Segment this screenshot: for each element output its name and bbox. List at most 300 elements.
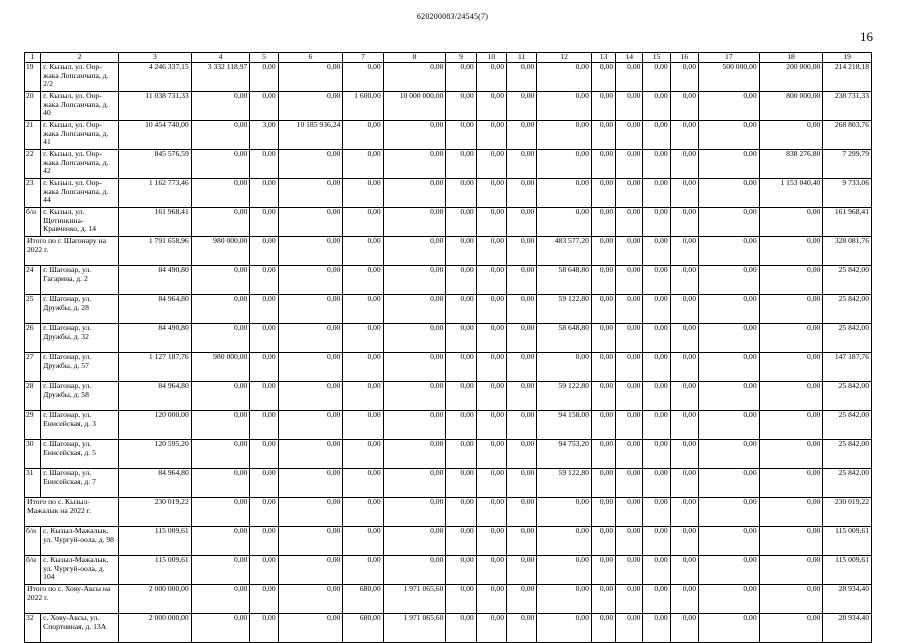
value-cell: 483 577,20 xyxy=(537,237,592,266)
value-cell: 0,00 xyxy=(591,353,615,382)
value-cell: 0,00 xyxy=(343,440,383,469)
value-cell: 0,00 xyxy=(278,295,343,324)
value-cell: 0,00 xyxy=(670,411,698,440)
value-cell: 0,00 xyxy=(616,179,643,208)
row-number: 24 xyxy=(25,266,41,295)
value-cell: 0,00 xyxy=(446,92,476,121)
value-cell: 0,00 xyxy=(250,353,278,382)
value-cell: 0,00 xyxy=(278,411,343,440)
value-cell: 0,00 xyxy=(343,469,383,498)
address-cell: г. Шагонар, ул. Дружбы, д. 58 xyxy=(41,382,119,411)
subtotal-label: Итого по с. Кызыл-Мажалык на 2022 г. xyxy=(25,498,119,527)
value-cell: 0,00 xyxy=(643,440,670,469)
value-cell: 0,00 xyxy=(670,440,698,469)
value-cell: 0,00 xyxy=(643,556,670,585)
value-cell: 0,00 xyxy=(670,266,698,295)
value-cell: 0,00 xyxy=(759,295,823,324)
value-cell: 1 127 187,76 xyxy=(118,353,191,382)
value-cell: 147 187,76 xyxy=(823,353,872,382)
value-cell: 0,00 xyxy=(759,237,823,266)
column-header: 15 xyxy=(643,53,670,63)
table-row xyxy=(25,324,872,353)
value-cell: 0,00 xyxy=(699,469,760,498)
value-cell: 115 009,61 xyxy=(823,556,872,585)
value-cell: 0,00 xyxy=(476,121,506,150)
value-cell: 0,00 xyxy=(191,469,250,498)
value-cell: 0,00 xyxy=(591,382,615,411)
address-cell: с. Кызыл-Мажалык, ул. Чургуй-оола, д. 98 xyxy=(41,527,119,556)
value-cell: 0,00 xyxy=(383,382,446,411)
value-cell: 0,00 xyxy=(383,556,446,585)
value-cell: 0,00 xyxy=(343,266,383,295)
value-cell: 0,00 xyxy=(507,556,537,585)
value-cell: 0,00 xyxy=(476,295,506,324)
value-cell: 0,00 xyxy=(591,614,615,643)
column-header: 4 xyxy=(191,53,250,63)
column-header: 18 xyxy=(759,53,823,63)
value-cell: 0,00 xyxy=(670,585,698,614)
value-cell: 2 000 000,00 xyxy=(118,585,191,614)
value-cell: 28 934,40 xyxy=(823,585,872,614)
value-cell: 0,00 xyxy=(383,469,446,498)
value-cell: 0,00 xyxy=(383,179,446,208)
value-cell: 0,00 xyxy=(616,614,643,643)
value-cell: 0,00 xyxy=(537,614,592,643)
address-cell: г. Шагонар, ул. Енисейская, д. 3 xyxy=(41,411,119,440)
subtotal-label: Итого по г. Шагонару на 2022 г. xyxy=(25,237,119,266)
value-cell: 0,00 xyxy=(343,208,383,237)
value-cell: 0,00 xyxy=(507,527,537,556)
value-cell: 0,00 xyxy=(759,527,823,556)
value-cell: 0,00 xyxy=(616,208,643,237)
table-row xyxy=(25,121,872,150)
address-cell: г. Кызыл, ул. Оор-жака Лопсанчапа, д. 41 xyxy=(41,121,119,150)
value-cell: 0,00 xyxy=(191,382,250,411)
value-cell: 0,00 xyxy=(191,208,250,237)
value-cell: 0,00 xyxy=(191,266,250,295)
value-cell: 0,00 xyxy=(278,556,343,585)
value-cell: 0,00 xyxy=(537,585,592,614)
value-cell: 0,00 xyxy=(643,92,670,121)
value-cell: 25 842,00 xyxy=(823,469,872,498)
value-cell: 0,00 xyxy=(250,585,278,614)
row-number: 22 xyxy=(25,150,41,179)
value-cell: 0,00 xyxy=(643,498,670,527)
column-header: 19 xyxy=(823,53,872,63)
value-cell: 0,00 xyxy=(616,237,643,266)
table-row xyxy=(25,63,872,92)
value-cell: 0,00 xyxy=(191,411,250,440)
table-row xyxy=(25,382,872,411)
value-cell: 0,00 xyxy=(759,382,823,411)
value-cell: 0,00 xyxy=(476,92,506,121)
value-cell: 0,00 xyxy=(643,324,670,353)
value-cell: 0,00 xyxy=(476,527,506,556)
table-row xyxy=(25,179,872,208)
column-header: 17 xyxy=(699,53,760,63)
address-cell: г. Кызыл, ул. Оор-жака Лопсанчапа, д. 2/2 xyxy=(41,63,119,92)
value-cell: 0,00 xyxy=(670,208,698,237)
row-number: 23 xyxy=(25,179,41,208)
value-cell: 0,00 xyxy=(278,382,343,411)
value-cell: 0,00 xyxy=(699,527,760,556)
value-cell: 0,00 xyxy=(250,527,278,556)
value-cell: 0,00 xyxy=(616,498,643,527)
value-cell: 0,00 xyxy=(616,121,643,150)
table-row xyxy=(25,150,872,179)
value-cell: 0,00 xyxy=(250,92,278,121)
table-row xyxy=(25,411,872,440)
value-cell: 0,00 xyxy=(250,63,278,92)
value-cell: 0,00 xyxy=(591,266,615,295)
value-cell: 0,00 xyxy=(343,556,383,585)
value-cell: 230 019,22 xyxy=(118,498,191,527)
value-cell: 0,00 xyxy=(476,150,506,179)
value-cell: 0,00 xyxy=(643,585,670,614)
table-row xyxy=(25,556,872,585)
value-cell: 230 019,22 xyxy=(823,498,872,527)
row-number: 20 xyxy=(25,92,41,121)
value-cell: 0,00 xyxy=(446,179,476,208)
value-cell: 0,00 xyxy=(591,324,615,353)
table-row xyxy=(25,353,872,382)
value-cell: 0,00 xyxy=(616,92,643,121)
value-cell: 0,00 xyxy=(191,121,250,150)
value-cell: 0,00 xyxy=(643,121,670,150)
table-row xyxy=(25,266,872,295)
value-cell: 0,00 xyxy=(446,469,476,498)
value-cell: 0,00 xyxy=(507,353,537,382)
column-header: 7 xyxy=(343,53,383,63)
value-cell: 0,00 xyxy=(476,469,506,498)
value-cell: 25 842,00 xyxy=(823,382,872,411)
value-cell: 0,00 xyxy=(476,266,506,295)
address-cell: г. Кызыл, ул. Оор-жака Лопсанчапа, д. 44 xyxy=(41,179,119,208)
value-cell: 0,00 xyxy=(278,614,343,643)
value-cell: 0,00 xyxy=(699,266,760,295)
value-cell: 0,00 xyxy=(537,208,592,237)
value-cell: 0,00 xyxy=(507,237,537,266)
value-cell: 0,00 xyxy=(537,179,592,208)
value-cell: 0,00 xyxy=(446,150,476,179)
value-cell: 0,00 xyxy=(670,92,698,121)
table-row xyxy=(25,469,872,498)
value-cell: 0,00 xyxy=(446,121,476,150)
value-cell: 0,00 xyxy=(343,411,383,440)
value-cell: 0,00 xyxy=(537,63,592,92)
address-cell: г. Шагонар, ул. Енисейская, д. 7 xyxy=(41,469,119,498)
value-cell: 0,00 xyxy=(759,411,823,440)
value-cell: 25 842,00 xyxy=(823,324,872,353)
table-row xyxy=(25,527,872,556)
value-cell: 0,00 xyxy=(250,614,278,643)
column-header: 9 xyxy=(446,53,476,63)
value-cell: 25 842,00 xyxy=(823,411,872,440)
value-cell: 0,00 xyxy=(476,324,506,353)
value-cell: 0,00 xyxy=(759,556,823,585)
value-cell: 0,00 xyxy=(446,237,476,266)
value-cell: 0,00 xyxy=(476,585,506,614)
value-cell: 0,00 xyxy=(250,208,278,237)
value-cell: 115 009,61 xyxy=(118,556,191,585)
value-cell: 0,00 xyxy=(383,498,446,527)
value-cell: 838 276,80 xyxy=(759,150,823,179)
value-cell: 0,00 xyxy=(699,92,760,121)
value-cell: 0,00 xyxy=(537,92,592,121)
value-cell: 0,00 xyxy=(537,527,592,556)
value-cell: 0,00 xyxy=(759,614,823,643)
value-cell: 0,00 xyxy=(699,121,760,150)
value-cell: 0,00 xyxy=(507,324,537,353)
value-cell: 0,00 xyxy=(446,411,476,440)
value-cell: 0,00 xyxy=(643,63,670,92)
value-cell: 0,00 xyxy=(643,295,670,324)
value-cell: 0,00 xyxy=(507,469,537,498)
value-cell: 0,00 xyxy=(191,585,250,614)
value-cell: 7 299,79 xyxy=(823,150,872,179)
value-cell: 0,00 xyxy=(616,63,643,92)
value-cell: 0,00 xyxy=(191,556,250,585)
value-cell: 0,00 xyxy=(476,411,506,440)
value-cell: 0,00 xyxy=(343,121,383,150)
value-cell: 0,00 xyxy=(643,527,670,556)
value-cell: 238 731,33 xyxy=(823,92,872,121)
value-cell: 680,00 xyxy=(343,614,383,643)
value-cell: 0,00 xyxy=(591,150,615,179)
value-cell: 0,00 xyxy=(591,92,615,121)
value-cell: 0,00 xyxy=(670,237,698,266)
table-body xyxy=(25,63,872,643)
column-header: 3 xyxy=(118,53,191,63)
value-cell: 0,00 xyxy=(383,208,446,237)
table-row xyxy=(25,440,872,469)
value-cell: 0,00 xyxy=(446,353,476,382)
column-header: 14 xyxy=(616,53,643,63)
value-cell: 0,00 xyxy=(250,498,278,527)
value-cell: 84 964,80 xyxy=(118,295,191,324)
value-cell: 0,00 xyxy=(759,469,823,498)
value-cell: 0,00 xyxy=(670,556,698,585)
value-cell: 84 964,80 xyxy=(118,382,191,411)
value-cell: 980 000,00 xyxy=(191,353,250,382)
value-cell: 0,00 xyxy=(699,324,760,353)
value-cell: 0,00 xyxy=(383,411,446,440)
value-cell: 94 753,20 xyxy=(537,440,592,469)
value-cell: 0,00 xyxy=(476,382,506,411)
value-cell: 0,00 xyxy=(616,266,643,295)
value-cell: 0,00 xyxy=(507,92,537,121)
value-cell: 0,00 xyxy=(250,324,278,353)
value-cell: 0,00 xyxy=(643,382,670,411)
value-cell: 0,00 xyxy=(670,324,698,353)
value-cell: 0,00 xyxy=(507,411,537,440)
address-cell: г. Кызыл, ул. Оор-жака Лопсанчапа, д. 42 xyxy=(41,150,119,179)
value-cell: 0,00 xyxy=(383,150,446,179)
value-cell: 0,00 xyxy=(699,585,760,614)
value-cell: 0,00 xyxy=(250,411,278,440)
value-cell: 84 490,80 xyxy=(118,324,191,353)
value-cell: 0,00 xyxy=(670,63,698,92)
value-cell: 0,00 xyxy=(383,353,446,382)
value-cell: 58 648,80 xyxy=(537,266,592,295)
value-cell: 328 081,76 xyxy=(823,237,872,266)
value-cell: 0,00 xyxy=(591,556,615,585)
value-cell: 0,00 xyxy=(278,179,343,208)
value-cell: 0,00 xyxy=(250,440,278,469)
value-cell: 0,00 xyxy=(278,469,343,498)
column-header: 2 xyxy=(41,53,119,63)
subtotal-row xyxy=(25,498,872,527)
value-cell: 0,00 xyxy=(699,440,760,469)
value-cell: 0,00 xyxy=(250,469,278,498)
value-cell: 0,00 xyxy=(383,324,446,353)
value-cell: 0,00 xyxy=(537,353,592,382)
value-cell: 0,00 xyxy=(699,614,760,643)
value-cell: 0,00 xyxy=(476,63,506,92)
value-cell: 845 576,59 xyxy=(118,150,191,179)
value-cell: 84 964,80 xyxy=(118,469,191,498)
value-cell: 0,00 xyxy=(616,585,643,614)
value-cell: 120 595,20 xyxy=(118,440,191,469)
value-cell: 0,00 xyxy=(616,382,643,411)
value-cell: 0,00 xyxy=(278,63,343,92)
value-cell: 1 791 658,96 xyxy=(118,237,191,266)
row-number: б/н xyxy=(25,556,41,585)
value-cell: 0,00 xyxy=(343,353,383,382)
value-cell: 28 934,40 xyxy=(823,614,872,643)
column-number-row xyxy=(25,53,872,63)
value-cell: 0,00 xyxy=(250,266,278,295)
value-cell: 500 000,00 xyxy=(699,63,760,92)
value-cell: 0,00 xyxy=(699,237,760,266)
value-cell: 0,00 xyxy=(759,324,823,353)
address-cell: г. Шагонар, ул. Дружбы, д. 32 xyxy=(41,324,119,353)
value-cell: 0,00 xyxy=(616,353,643,382)
address-cell: с. Кызыл-Мажалык, ул. Чургуй-оола, д. 104 xyxy=(41,556,119,585)
value-cell: 0,00 xyxy=(537,121,592,150)
value-cell: 0,00 xyxy=(759,585,823,614)
value-cell: 0,00 xyxy=(343,237,383,266)
value-cell: 0,00 xyxy=(699,295,760,324)
value-cell: 25 842,00 xyxy=(823,440,872,469)
value-cell: 0,00 xyxy=(446,585,476,614)
value-cell: 0,00 xyxy=(643,353,670,382)
row-number: 19 xyxy=(25,63,41,92)
value-cell: 0,00 xyxy=(643,179,670,208)
value-cell: 0,00 xyxy=(616,556,643,585)
value-cell: 25 842,00 xyxy=(823,266,872,295)
value-cell: 1 600,00 xyxy=(343,92,383,121)
value-cell: 0,00 xyxy=(507,179,537,208)
value-cell: 0,00 xyxy=(759,266,823,295)
value-cell: 10 185 936,24 xyxy=(278,121,343,150)
value-cell: 84 490,80 xyxy=(118,266,191,295)
value-cell: 0,00 xyxy=(643,469,670,498)
value-cell: 0,00 xyxy=(591,121,615,150)
value-cell: 0,00 xyxy=(383,237,446,266)
value-cell: 0,00 xyxy=(191,324,250,353)
value-cell: 0,00 xyxy=(278,440,343,469)
value-cell: 0,00 xyxy=(591,208,615,237)
value-cell: 0,00 xyxy=(278,150,343,179)
value-cell: 1 153 040,40 xyxy=(759,179,823,208)
value-cell: 0,00 xyxy=(476,556,506,585)
value-cell: 0,00 xyxy=(670,498,698,527)
address-cell: с. Хову-Аксы, ул. Спортивная, д. 13А xyxy=(41,614,119,643)
value-cell: 0,00 xyxy=(446,382,476,411)
value-cell: 0,00 xyxy=(537,498,592,527)
value-cell: 0,00 xyxy=(591,179,615,208)
value-cell: 0,00 xyxy=(670,150,698,179)
column-header: 13 xyxy=(591,53,615,63)
value-cell: 0,00 xyxy=(616,527,643,556)
value-cell: 0,00 xyxy=(616,440,643,469)
value-cell: 980 000,00 xyxy=(191,237,250,266)
value-cell: 0,00 xyxy=(699,208,760,237)
value-cell: 0,00 xyxy=(759,208,823,237)
value-cell: 0,00 xyxy=(278,498,343,527)
value-cell: 115 009,61 xyxy=(118,527,191,556)
value-cell: 0,00 xyxy=(250,382,278,411)
value-cell: 120 000,00 xyxy=(118,411,191,440)
value-cell: 0,00 xyxy=(343,324,383,353)
value-cell: 0,00 xyxy=(278,266,343,295)
column-header: 11 xyxy=(507,53,537,63)
value-cell: 0,00 xyxy=(191,498,250,527)
value-cell: 0,00 xyxy=(278,92,343,121)
value-cell: 2 000 000,00 xyxy=(118,614,191,643)
value-cell: 0,00 xyxy=(383,440,446,469)
value-cell: 10 000 000,00 xyxy=(383,92,446,121)
value-cell: 200 000,00 xyxy=(759,63,823,92)
value-cell: 0,00 xyxy=(507,266,537,295)
value-cell: 0,00 xyxy=(670,382,698,411)
value-cell: 115 009,61 xyxy=(823,527,872,556)
value-cell: 0,00 xyxy=(670,179,698,208)
value-cell: 0,00 xyxy=(343,150,383,179)
data-table xyxy=(24,52,872,643)
value-cell: 0,00 xyxy=(699,179,760,208)
value-cell: 0,00 xyxy=(343,382,383,411)
value-cell: 0,00 xyxy=(507,382,537,411)
value-cell: 0,00 xyxy=(191,150,250,179)
address-cell: г. Шагонар, ул. Дружбы, д. 28 xyxy=(41,295,119,324)
value-cell: 0,00 xyxy=(476,237,506,266)
value-cell: 0,00 xyxy=(191,440,250,469)
row-number: 21 xyxy=(25,121,41,150)
row-number: 31 xyxy=(25,469,41,498)
value-cell: 0,00 xyxy=(343,179,383,208)
value-cell: 0,00 xyxy=(446,63,476,92)
value-cell: 0,00 xyxy=(343,527,383,556)
value-cell: 0,00 xyxy=(643,150,670,179)
value-cell: 0,00 xyxy=(476,353,506,382)
value-cell: 0,00 xyxy=(250,237,278,266)
value-cell: 0,00 xyxy=(278,237,343,266)
page-number: 16 xyxy=(860,29,873,44)
subtotal-label: Итого по с. Хову-Аксы на 2022 г. xyxy=(25,585,119,614)
value-cell: 0,00 xyxy=(343,63,383,92)
value-cell: 0,00 xyxy=(446,208,476,237)
value-cell: 0,00 xyxy=(537,556,592,585)
value-cell: 94 158,00 xyxy=(537,411,592,440)
value-cell: 0,00 xyxy=(250,179,278,208)
value-cell: 4 246 337,15 xyxy=(118,63,191,92)
column-header: 6 xyxy=(278,53,343,63)
row-number: 28 xyxy=(25,382,41,411)
value-cell: 0,00 xyxy=(278,585,343,614)
value-cell: 0,00 xyxy=(191,527,250,556)
